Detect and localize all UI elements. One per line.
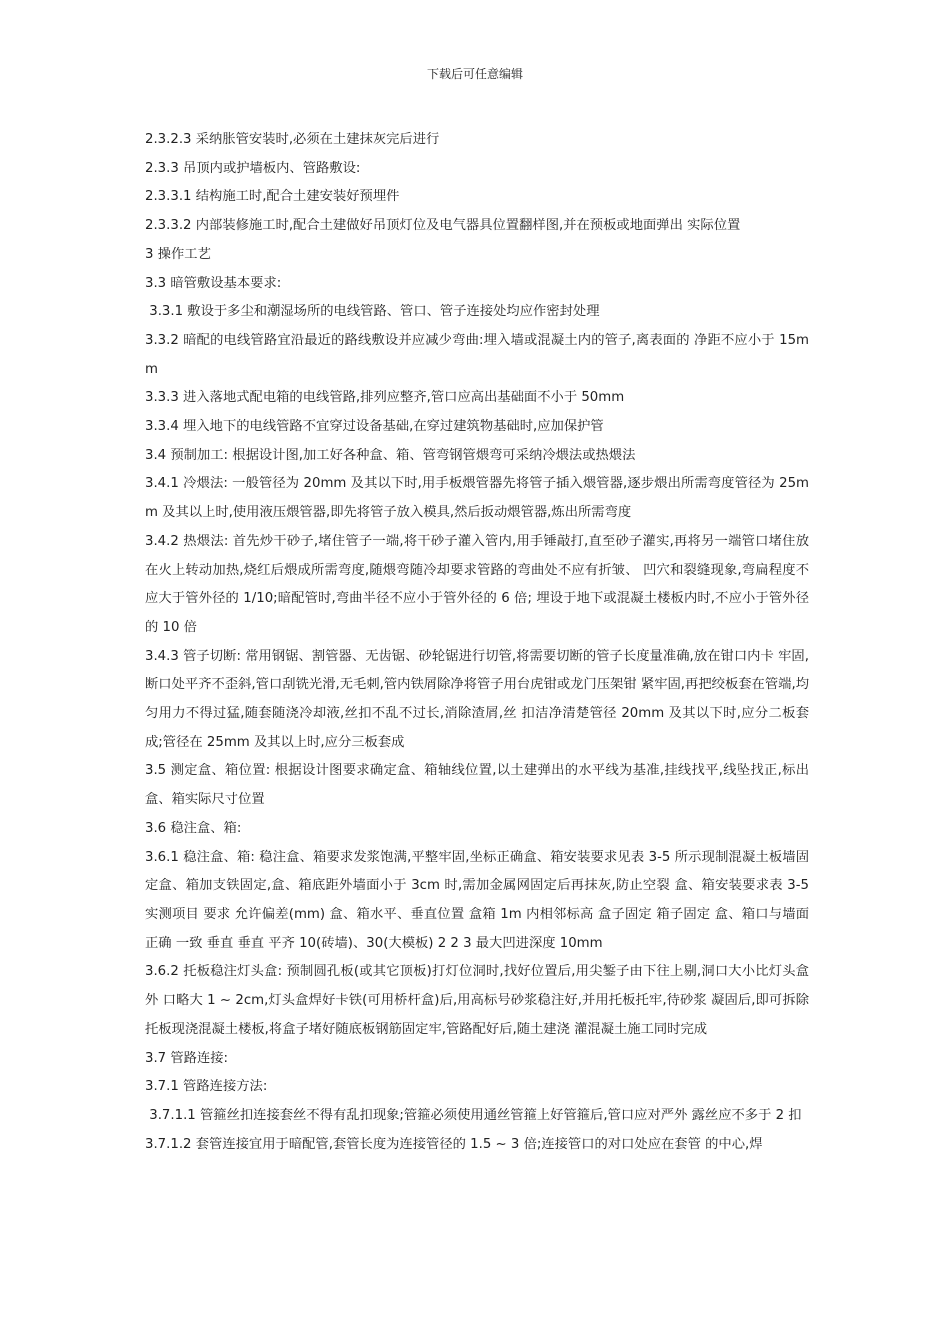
document-body <box>145 126 809 1159</box>
page-header: 下载后可任意编辑 <box>426 67 523 81</box>
paragraph: 3.4 预制加工: 根据设计图,加工好各种盒、箱、管弯钢管煨弯可采纳冷煨法或热煨法 <box>145 447 636 463</box>
section-heading: 3.7.1 管路连接方法: <box>145 1079 268 1095</box>
paragraph: 2.3.3.2 内部装修施工时,配合土建做好吊顶灯位及电气器具位置翻样图,并在预板或地面弹出 实际位置 <box>145 218 741 234</box>
paragraph: 3.5 测定盒、箱位置: 根据设计图要求确定盒、箱轴线位置,以土建弹出的水平线为基准,挂线找平,线坠找正,标出 盒、箱实际尺寸位置 <box>145 763 809 808</box>
section-heading: 3 操作工艺 <box>145 246 211 262</box>
paragraph: 3.3.3 进入落地式配电箱的电线管路,排列应整齐,管口应高出基础面不小于 50mm <box>145 390 625 406</box>
paragraph: 2.3.2.3 采纳胀管安装时,必须在土建抹灰完后进行 <box>145 132 440 147</box>
paragraph: 3.4.2 热煨法: 首先炒干砂子,堵住管子一端,将干砂子灌入管内,用手锤敲打,直至砂子灌实,再将另一端管口堵住放在火上转动加热,烧红后煨成所需弯度,随煨弯随冷却要求管路的弯曲处不应有折皱、 凹穴和裂缝现象,弯扁程度不应大于管外径的 1/10;暗配管时,弯曲半径不应小于管外径的 6 倍; 埋设于地下或混凝土楼板内时,不应小于管外径的 10 倍 <box>145 533 809 635</box>
paragraph: 3.4.1 冷煨法: 一般管径为 20mm 及其以下时,用手板煨管器先将管子插入煨管器,逐步煨出所需弯度管径为 25mm 及其以上时,使用液压煨管器,即先将管子放入模具,然后扳动煨管器,炼出所需弯度 <box>145 476 809 521</box>
paragraph: 3.7.1.2 套管连接宜用于暗配管,套管长度为连接管径的 1.5 ~ 3 倍;连接管口的对口处应在套管 的中心,焊 <box>145 1136 763 1152</box>
paragraph: 3.4.3 管子切断: 常用钢锯、割管器、无齿锯、砂轮锯进行切管,将需要切断的管子长度量准确,放在钳口内卡 牢固,断口处平齐不歪斜,管口刮铣光滑,无毛刺,管内铁屑除净将管子用台虎钳或龙门压架钳 紧牢固,再把绞板套在管端,均匀用力不得过猛,随套随浇冷却液,丝扣不乱不过长,消除渣屑,丝 扣洁净清楚管径 20mm 及其以下时,应分二板套成;管径在 25mm 及其以上时,应分三板套成 <box>145 648 809 750</box>
section-heading: 3.7 管路连接: <box>145 1050 229 1066</box>
paragraph: 3.6.1 稳注盒、箱: 稳注盒、箱要求发浆饱满,平整牢固,坐标正确盒、箱安装要求见表 3-5 所示现制混凝土板墙固 定盒、箱加支铁固定,盒、箱底距外墙面小于 3cm 时,需加金属网固定后再抹灰,防止空裂 盒、箱安装要求表 3-5 实测项目 要求 允许偏差(mm) 盒、箱水平、垂直位置 盒箱 1m 内相邻标高 盒子固定 箱子固定 盒、箱口与墙面 正确 一致 垂直 垂直 平齐 10(砖墙)、30(大模板) 2 2 3 最大凹进深度 10mm <box>145 849 809 951</box>
paragraph: 3.3.4 埋入地下的电线管路不宜穿过设备基础,在穿过建筑物基础时,应加保护管 <box>145 419 604 435</box>
paragraph: 2.3.3 吊顶内或护墙板内、管路敷设: <box>145 160 361 176</box>
section-heading: 3.6 稳注盒、箱: <box>145 820 242 836</box>
paragraph: 3.7.1.1 管箍丝扣连接套丝不得有乱扣现象;管箍必须使用通丝管箍上好管箍后,管口应对严外 露丝应不多于 2 扣 <box>145 1107 802 1123</box>
paragraph: 2.3.3.1 结构施工时,配合土建安装好预埋件 <box>145 189 400 205</box>
section-heading: 3.3 暗管敷设基本要求: <box>145 275 282 291</box>
paragraph: 3.3.2 暗配的电线管路宜沿最近的路线敷设并应减少弯曲:埋入墙或混凝土内的管子,离表面的 净距不应小于 15mm <box>145 332 809 377</box>
paragraph: 3.6.2 托板稳注灯头盒: 预制圆孔板(或其它顶板)打灯位洞时,找好位置后,用尖錾子由下往上剔,洞口大小比灯头盒外 口略大 1 ~ 2cm,灯头盒焊好卡铁(可用桥杆盒)后,用高标号砂浆稳注好,并用托板托牢,待砂浆 凝固后,即可拆除托板现浇混凝土楼板,将盒子堵好随底板钢筋固定牢,管路配好后,随土建浇 灌混凝土施工同时完成 <box>145 964 809 1037</box>
paragraph: 3.3.1 敷设于多尘和潮湿场所的电线管路、管口、管子连接处均应作密封处理 <box>145 304 600 320</box>
